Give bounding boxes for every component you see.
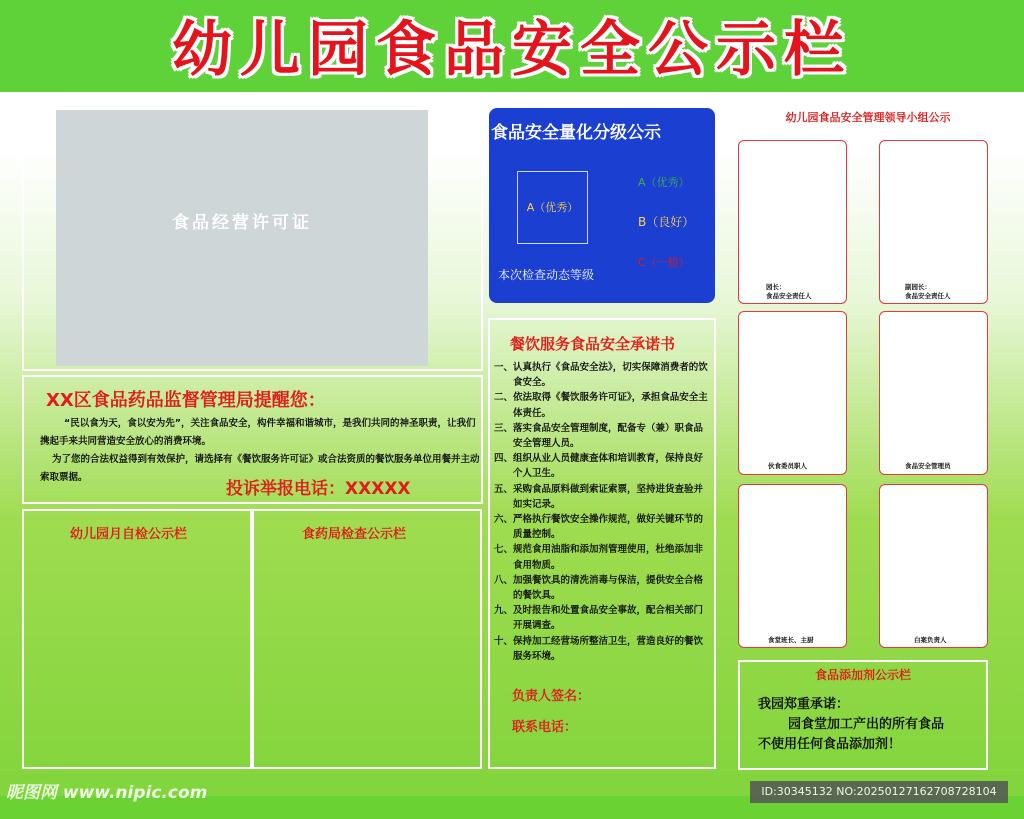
pledge-item-num: 六、: [494, 514, 514, 526]
agency-check-panel: [252, 509, 482, 769]
image-id-bar: ID:30345132 NO:20250127162708728104: [750, 781, 1008, 803]
reminder-para-1: “民以食为天，食以安为先”，关注食品安全，构件幸福和谐城市，是我们共同的神圣职责，让我们携起手来共同营造安全放心的消费环境。: [40, 418, 476, 447]
photo-frame: [738, 140, 847, 304]
pledge-item-text: 保持加工经营场所整洁卫生，营造良好的餐饮服务环境。: [513, 635, 704, 662]
additive-line-2: 园食堂加工产出的所有食品: [788, 717, 945, 732]
pledge-item: [494, 573, 712, 603]
pledge-item-num: 三、: [494, 422, 514, 434]
pledge-item: [494, 542, 712, 572]
pledge-title: 餐饮服务食品安全承诺书: [510, 335, 676, 353]
additive-line-3: 不使用任何食品添加剂！: [758, 737, 902, 752]
photo-frame: [879, 311, 988, 475]
pledge-item-num: 五、: [494, 483, 514, 495]
grade-a: A（优秀）: [638, 176, 690, 189]
pledge-item-text: 规范食用油脂和添加剂管理使用，杜绝添加非食用物质。: [513, 544, 704, 571]
photo-caption: [766, 283, 812, 301]
additive-body: [758, 695, 988, 755]
pledge-item: [494, 360, 712, 390]
phone-label: 联系电话：: [512, 720, 578, 735]
pledge-item-num: 二、: [494, 392, 514, 404]
photo-caption-duty: 食品安全管理员: [905, 462, 951, 470]
photo-caption-duty: 食品安全责任人: [766, 292, 812, 300]
license-placeholder: [56, 110, 428, 366]
photo-frame: [879, 140, 988, 304]
self-check-panel: [22, 509, 252, 769]
pledge-item: [494, 512, 712, 542]
pledge-item: [494, 390, 712, 420]
pledge-item-num: 七、: [494, 544, 514, 556]
photo-caption-role: 副园长：: [905, 283, 931, 291]
pledge-item-text: 落实食品安全管理制度，配备专（兼）职食品安全管理人员。: [513, 422, 704, 450]
photo-frame: [738, 311, 847, 475]
pledge-item-num: 四、: [494, 453, 514, 465]
photo-caption: [914, 636, 947, 645]
additive-title: 食品添加剂公示栏: [814, 668, 911, 682]
signer-label: 负责人签名：: [512, 689, 591, 704]
grading-title: 食品安全量化分级公示: [491, 123, 661, 143]
photo-caption-duty: 白案负责人: [914, 636, 947, 644]
pledge-item-text: 组织从业人员健康查体和培训教育，保持良好个人卫生。: [513, 453, 704, 480]
photo-caption-role: 园长：: [766, 283, 786, 291]
hotline: 投诉举报电话：XXXXX: [226, 479, 411, 499]
photo-caption: [768, 636, 814, 645]
pledge-item-text: 严格执行餐饮安全操作规范，做好关键环节的质量控制。: [513, 514, 704, 541]
photo-caption: [905, 462, 951, 471]
page-title: 幼儿园食品安全公示栏: [172, 15, 852, 85]
pledge-item-num: 八、: [494, 574, 514, 586]
photo-caption: [905, 283, 951, 301]
self-check-title: 幼儿园月自检公示栏: [70, 527, 188, 542]
photo-caption-duty: 食堂班长、主厨: [768, 636, 814, 644]
pledge-item-text: 采购食品原料做到索证索票，坚持进货查验并如实记录。: [513, 483, 704, 510]
reminder-para-2: 为了您的合法权益得到有效保护，请选择有《餐饮服务许可证》或合法资质的餐饮服务单位用餐并主动索取票据。: [40, 454, 480, 483]
pledge-item-text: 认真执行《食品安全法》，切实保障消费者的饮食安全。: [513, 362, 708, 389]
pledge-item-num: 一、: [494, 362, 514, 373]
agency-check-title: 食药局检查公示栏: [302, 527, 407, 542]
photo-caption-duty: 伙食委员职人: [768, 462, 807, 470]
photo-frame: [879, 484, 988, 648]
pledge-item-text: 依法取得《餐饮服务许可证》，承担食品安全主体责任。: [513, 392, 708, 419]
pledge-item: [494, 482, 712, 512]
grade-b: B（良好）: [638, 215, 695, 229]
grading-footer: 本次检查动态等级: [498, 268, 595, 282]
pledge-item-text: 及时报告和处置食品安全事故，配合相关部门开展调查。: [513, 605, 704, 632]
grade-c: C（一般）: [638, 256, 690, 269]
pledge-item-num: 十、: [494, 635, 514, 647]
license-label: 食品经营许可证: [172, 213, 312, 233]
additive-line-1: 我园郑重承诺：: [758, 697, 850, 712]
pledge-item-text: 加强餐饮具的清洗消毒与保洁，提供安全合格的餐饮具。: [513, 574, 704, 602]
photo-caption: [768, 462, 807, 471]
pledge-item: [494, 634, 712, 664]
pledge-item-num: 九、: [494, 605, 514, 617]
grade-frame-label: A（优秀）: [526, 201, 579, 214]
leadership-title: 幼儿园食品安全管理领导小组公示: [785, 111, 951, 124]
pledge-list: [494, 360, 712, 664]
photo-caption-duty: 食品安全责任人: [905, 292, 951, 300]
pledge-item: [494, 451, 712, 481]
pledge-item: [494, 421, 712, 451]
watermark: 昵图网 www.nipic.com: [6, 783, 208, 803]
reminder-title: XX区食品药品监督管理局提醒您：: [46, 390, 326, 411]
photo-frame: [738, 484, 847, 648]
pledge-item: [494, 603, 712, 633]
